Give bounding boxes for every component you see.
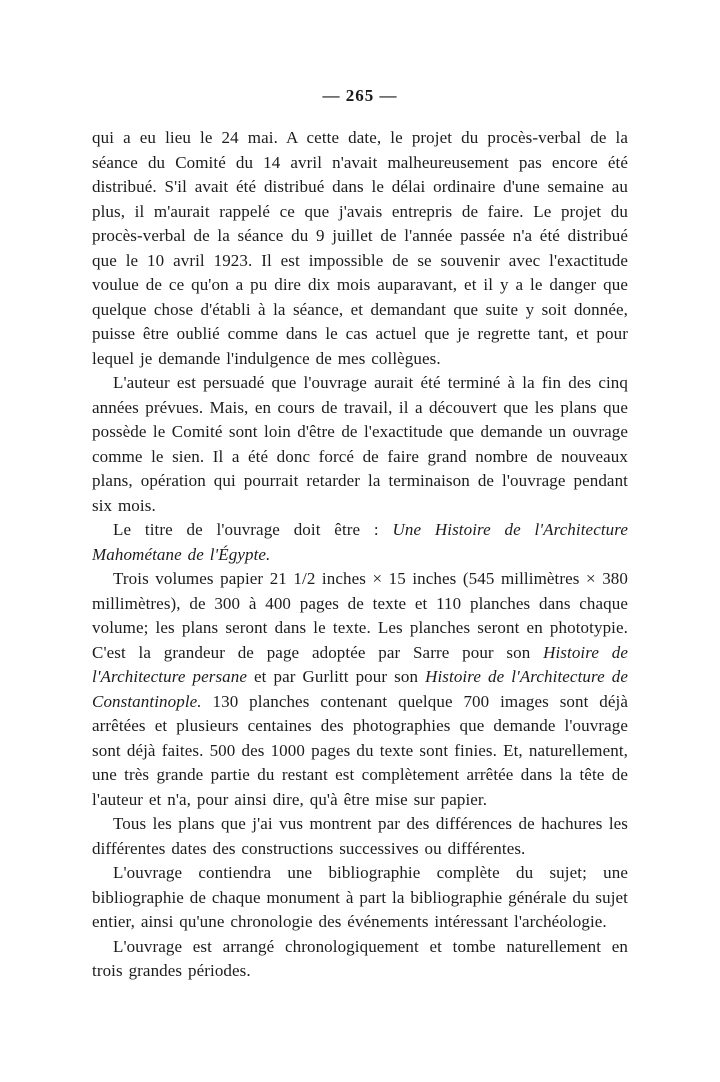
text-run: Le titre de l'ouvrage doit être :	[113, 520, 393, 539]
paragraph-4	[92, 567, 628, 812]
text-run: et par Gurlitt pour son	[247, 667, 426, 686]
page-number: — 265 —	[322, 86, 398, 105]
paragraph-6	[92, 861, 628, 935]
text-run: L'ouvrage est arrangé chronologiquement et tombe naturellement en trois grandes périodes.	[92, 936, 628, 980]
paragraph-7	[92, 935, 628, 984]
text-run: Tous les plans que j'ai vus montrent par des différences de hachures les différentes dates des constructions successives ou différentes.	[92, 814, 628, 858]
page-header	[92, 86, 628, 106]
paragraph-1	[92, 126, 628, 371]
text-run: qui a eu lieu le 24 mai. A cette date, le projet du procès-verbal de la séance du Comité du 14 avril n'avait malheureusement pas encore été distribué. S'il avait été distribué dans le délai ordinaire d'une semaine au plus, il m'aurait rappelé ce que j'avais entrepris de faire. Le projet du procès-verbal de la séance du 9 juillet de l'année passée n'a été distribué que le 10 avril 1923. Il est impossible de se souvenir avec l'exactitude voulue de ce qu'on a pu dire dix mois auparavant, et il y a le danger que quelque chose d'établi à la séance, et demandant que suite y soit donnée, puisse être oublié comme dans le cas actuel que je regrette tant, et pour lequel je demande l'indulgence de mes collègues.	[92, 128, 628, 368]
page-text	[92, 126, 628, 984]
paragraph-3	[92, 518, 628, 567]
italic-title-run: Une Histoire de l'Architecture Mahométane de l'Égypte.	[92, 520, 628, 564]
text-run: Trois volumes papier 21 1/2 inches × 15 inches (545 millimètres × 380 millimètres), de 300 à 400 pages de texte et 110 planches dans chaque volume; les plans seront dans le texte. Les planches seront en phototypie. C'est la grandeur de page adoptée par Sarre pour son	[92, 569, 628, 662]
paragraph-5	[92, 812, 628, 861]
paragraph-2	[92, 371, 628, 518]
text-run: 130 planches contenant quelque 700 images sont déjà arrêtées et plusieurs centaines des photographies que demande l'ouvrage sont déjà faites. 500 des 1000 pages du texte sont finies. Et, naturellement, une très grande partie du restant est complètement arrêtée dans la tête de l'auteur et n'a, pour ainsi dire, qu'à être mise sur papier.	[92, 691, 628, 809]
italic-title-run: Histoire de l'Architecture persane	[92, 642, 628, 686]
text-run: L'auteur est persuadé que l'ouvrage aurait été terminé à la fin des cinq années prévues. Mais, en cours de travail, il a découvert que les plans que possède le Comité sont loin d'être de l'exactitude que demande un ouvrage comme le sien. Il a été donc forcé de faire grand nombre de nouveaux plans, opération qui pourrait retarder la terminaison de l'ouvrage pendant six mois.	[92, 373, 628, 515]
italic-title-run: Histoire de l'Architecture de Constantinople.	[92, 667, 628, 711]
text-run: L'ouvrage contiendra une bibliographie complète du sujet; une bibliographie de chaque monument à part la bibliographie générale du sujet entier, ainsi qu'une chronologie des événements intéressant l'archéologie.	[92, 863, 629, 931]
